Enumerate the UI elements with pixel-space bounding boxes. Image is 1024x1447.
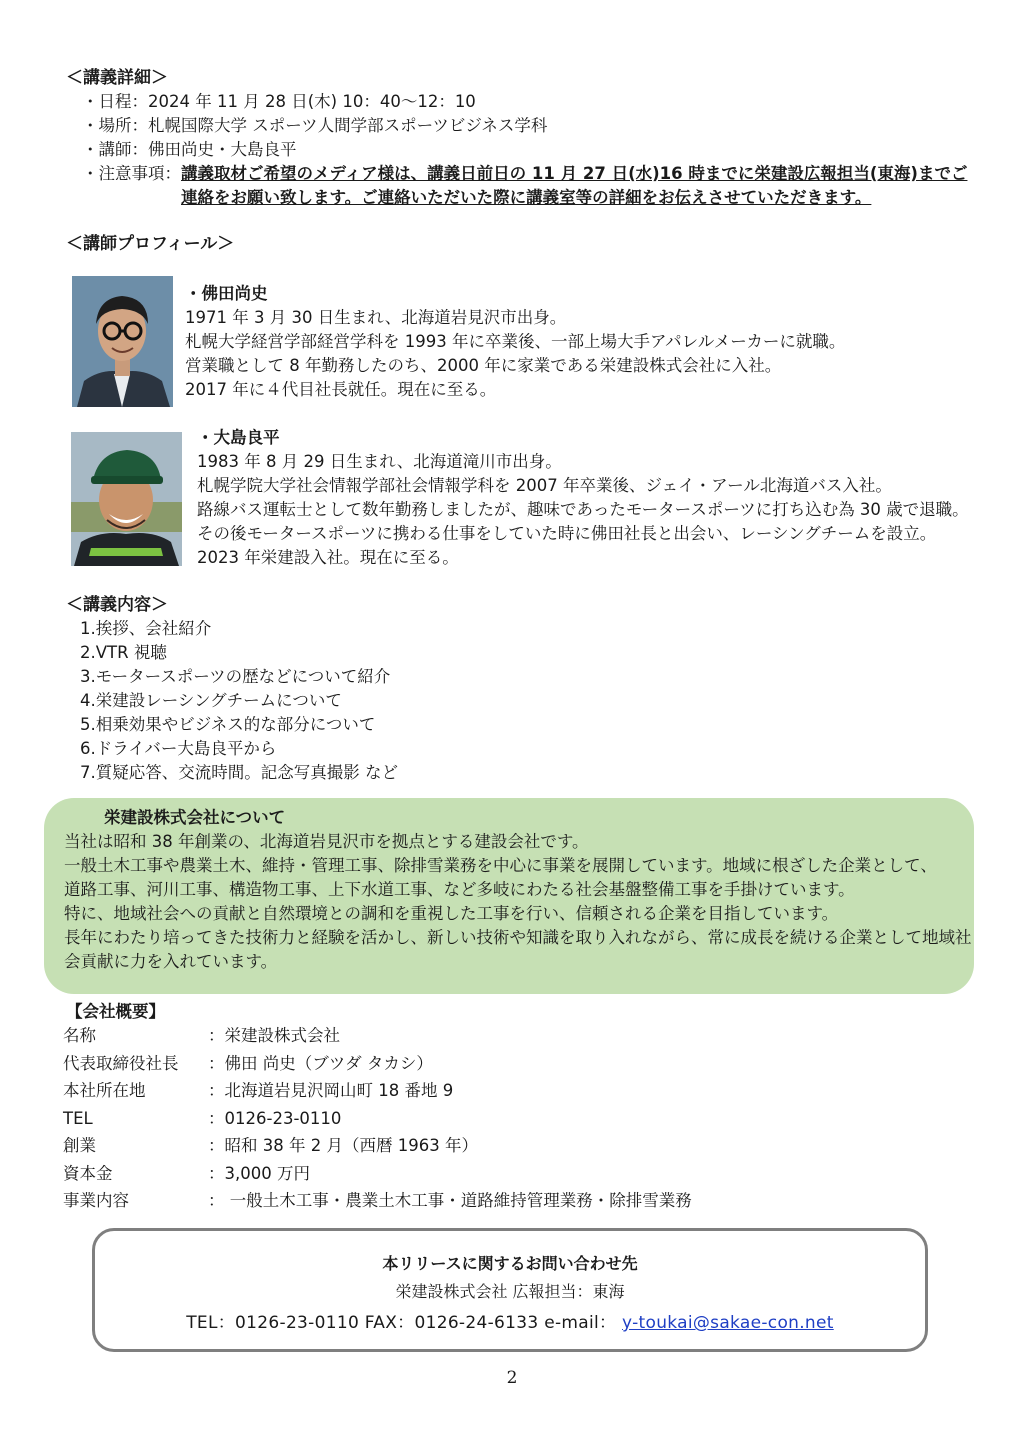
contact-email-link[interactable]: y-toukai@sakae-con.net — [622, 1313, 834, 1333]
overview-value: ： 一般土木工事・農業土木工事・道路維持管理業務・除排雪業務 — [208, 1191, 692, 1210]
page-number: 2 — [506, 1368, 518, 1388]
list-item: 5.相乗効果やビジネス的な部分について — [80, 715, 376, 734]
lecture-details-section — [66, 66, 986, 210]
lecture-contents-list — [80, 617, 398, 785]
contact-phones: TEL：0126-23-0110 FAX：0126-24-6133 e-mail： — [186, 1313, 617, 1333]
table-row — [63, 1132, 692, 1160]
contact-org: 栄建設株式会社 広報担当：東海 — [395, 1282, 625, 1301]
list-item: 2.VTR 視聴 — [80, 643, 167, 662]
overview-label: TEL — [63, 1108, 93, 1128]
table-row — [63, 1187, 692, 1215]
profile-oshima — [197, 426, 969, 570]
profile-line: 1971 年 3 月 30 日生まれ、北海道岩見沢市出身。 — [185, 308, 567, 327]
table-row — [63, 1105, 692, 1133]
table-row — [63, 1160, 692, 1188]
overview-label: 創業 — [63, 1136, 96, 1155]
notes-label: ・注意事項： — [82, 164, 181, 183]
notes-text: 講義取材ご希望のメディア様は、講義日前日の 11 月 27 日(水)16 時までに栄建設広報担当(東海)までご連絡をお願い致します。ご連絡いただいた際に講義室等の詳細をお伝えさせていただきます。 — [181, 164, 968, 207]
overview-value: ：0126-23-0110 — [208, 1108, 342, 1128]
profile-line: 2017 年に４代目社長就任。現在に至る。 — [185, 380, 497, 399]
profile-line: 札幌学院大学社会情報学部社会情報学科を 2007 年卒業後、ジェイ・アール北海道バス入社。 — [197, 476, 892, 495]
contact-box — [92, 1228, 928, 1352]
profile-line: 路線バス運転士として数年勤務しましたが、趣味であったモータースポーツに打ち込む為 30 歳で退職。 — [197, 500, 969, 519]
about-company-line: 当社は昭和 38 年創業の、北海道岩見沢市を拠点とする建設会社です。 — [64, 832, 589, 851]
overview-value: ：佛田 尚史（ブツダ タカシ） — [208, 1053, 433, 1073]
lecture-venue: ・場所：札幌国際大学 スポーツ人間学部スポーツビジネス学科 — [82, 116, 548, 135]
profile-heading: ＜講師プロフィール＞ — [66, 234, 235, 254]
table-row — [63, 1077, 692, 1105]
about-company-line: 特に、地域社会への貢献と自然環境との調和を重視した工事を行い、信頼される企業を目指しています。 — [64, 904, 839, 923]
about-company-line: 長年にわたり培ってきた技術力と経験を活かし、新しい技術や知識を取り入れながら、常に成長を続ける企業として地域社 — [64, 928, 972, 947]
about-company-title: 栄建設株式会社について — [104, 808, 286, 827]
profile-line: 1983 年 8 月 29 日生まれ、北海道滝川市出身。 — [197, 452, 562, 471]
overview-value: ：北海道岩見沢岡山町 18 番地 9 — [208, 1081, 454, 1100]
profile-line: その後モータースポーツに携わる仕事をしていた時に佛田社長と出会い、レーシングチームを設立。 — [197, 524, 937, 543]
overview-label: 代表取締役社長 — [63, 1053, 179, 1073]
profile-name: ・佛田尚史 — [185, 284, 268, 303]
company-overview-heading: 【会社概要】 — [66, 1002, 165, 1021]
overview-label: 資本金 — [63, 1163, 113, 1183]
profile-line: 札幌大学経営学部経営学科を 1993 年に卒業後、一部上場大手アパレルメーカーに就職。 — [185, 332, 846, 351]
list-item: 7.質疑応答、交流時間。記念写真撮影 など — [80, 763, 398, 782]
overview-label: 名称 — [63, 1026, 96, 1045]
profile-line: 2023 年栄建設入社。現在に至る。 — [197, 548, 459, 567]
portrait-photo-oshima — [71, 432, 182, 566]
list-item: 4.栄建設レーシングチームについて — [80, 691, 342, 710]
table-row — [63, 1050, 692, 1078]
profile-butsuda — [185, 282, 845, 402]
overview-value: ：栄建設株式会社 — [208, 1026, 340, 1045]
portrait-photo-butsuda — [72, 276, 173, 407]
overview-label: 本社所在地 — [63, 1081, 146, 1100]
table-row — [63, 1022, 692, 1050]
lecture-contents-heading: ＜講義内容＞ — [66, 595, 168, 615]
profile-line: 営業職として 8 年勤務したのち、2000 年に家業である栄建設株式会社に入社。 — [185, 356, 782, 375]
contact-line — [95, 1307, 925, 1339]
overview-label: 事業内容 — [63, 1191, 129, 1210]
list-item: 1.挨拶、会社紹介 — [80, 619, 212, 638]
list-item: 6.ドライバー大島良平から — [80, 739, 277, 758]
company-overview-table — [63, 1022, 692, 1215]
profile-name: ・大島良平 — [197, 428, 280, 447]
overview-value: ：3,000 万円 — [208, 1163, 310, 1183]
lecture-notes — [66, 162, 986, 210]
lecture-details-heading: ＜講義詳細＞ — [66, 68, 168, 88]
list-item: 3.モータースポーツの歴などについて紹介 — [80, 667, 391, 686]
about-company-line: 道路工事、河川工事、構造物工事、上下水道工事、など多岐にわたる社会基盤整備工事を手掛けています。 — [64, 880, 855, 899]
lecture-lecturers: ・講師：佛田尚史・大島良平 — [82, 140, 297, 159]
overview-value: ：昭和 38 年 2 月（西暦 1963 年） — [208, 1136, 478, 1155]
lecture-schedule: ・日程：2024 年 11 月 28 日(木) 10：40～12：10 — [82, 92, 476, 111]
about-company-line: 会貢献に力を入れています。 — [64, 952, 278, 971]
about-company-box — [44, 798, 974, 994]
about-company-line: 一般土木工事や農業土木、維持・管理工事、除排雪業務を中心に事業を展開しています。地域に根ざした企業として、 — [64, 856, 937, 875]
contact-title: 本リリースに関するお問い合わせ先 — [382, 1254, 638, 1273]
